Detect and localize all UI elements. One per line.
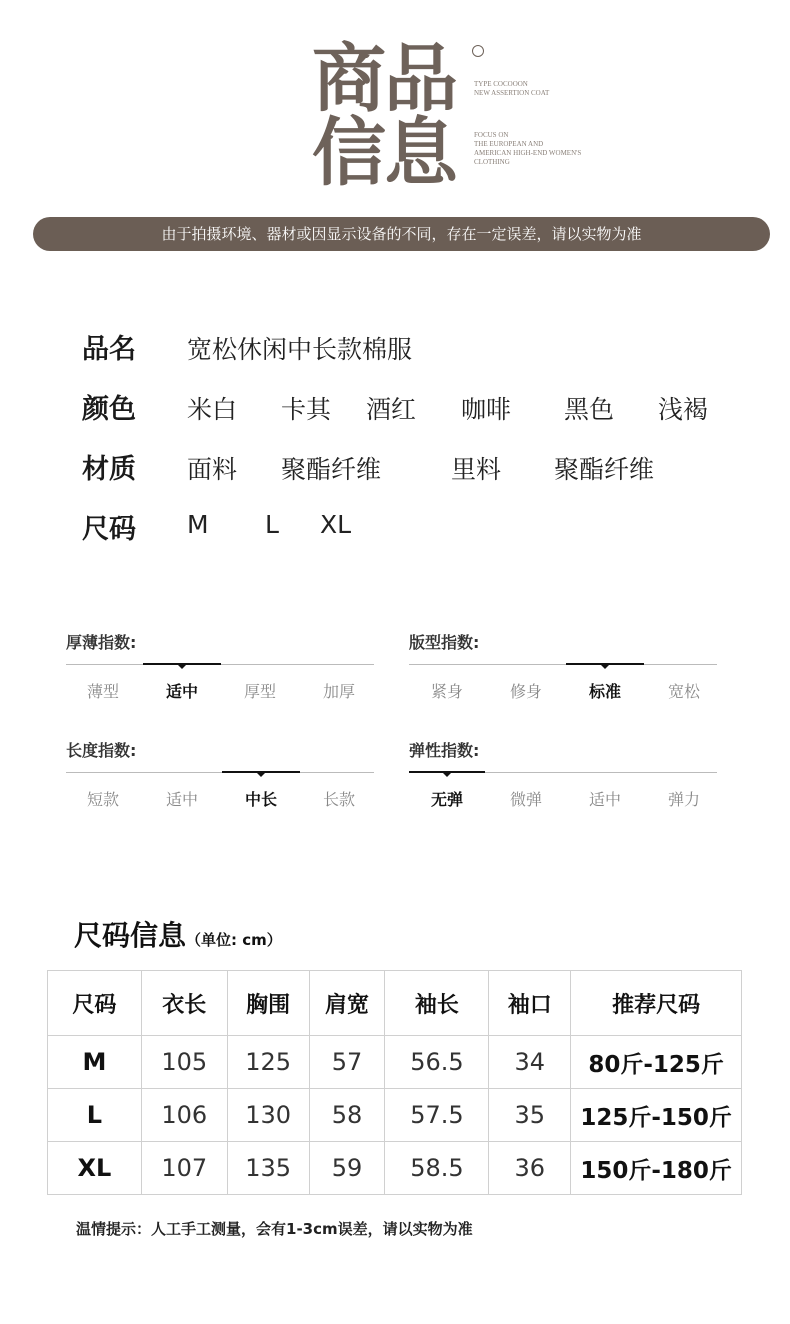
fit-option: 宽松 <box>667 682 700 701</box>
material-label: 材质 <box>82 454 136 485</box>
color-option: 黑色 <box>564 395 615 424</box>
table-cell-size: M <box>48 1036 142 1089</box>
fit-index-title: 版型指数: <box>409 633 480 652</box>
thickness-option: 薄型 <box>86 682 119 701</box>
material-item: 聚酯纤维 <box>281 455 382 484</box>
size-table <box>47 970 742 1195</box>
size-option: L <box>265 510 279 539</box>
table-row <box>48 1036 742 1089</box>
color-option: 卡其 <box>281 395 332 424</box>
table-cell: 106 <box>141 1089 227 1142</box>
length-pointer-icon <box>257 773 265 777</box>
tag-focus-4: CLOTHING <box>474 158 510 166</box>
column-header: 肩宽 <box>309 971 385 1036</box>
color-option: 酒红 <box>366 395 417 424</box>
title-line1: 商品 <box>312 36 456 122</box>
material-item: 面料 <box>187 455 238 484</box>
table-cell-recommend: 150斤-180斤 <box>571 1142 742 1195</box>
tag-focus-2: THE EUROPEAN AND <box>474 140 544 148</box>
material-item: 里料 <box>451 455 502 484</box>
table-cell-size: XL <box>48 1142 142 1195</box>
table-cell: 59 <box>309 1142 385 1195</box>
length-option-selected: 中长 <box>244 790 277 809</box>
table-row <box>48 1142 742 1195</box>
thickness-option: 加厚 <box>322 682 355 701</box>
table-cell: 130 <box>227 1089 309 1142</box>
length-option: 适中 <box>165 790 198 809</box>
fit-pointer-icon <box>601 665 609 669</box>
color-option: 咖啡 <box>461 395 512 424</box>
tag-focus-3: AMERICAN HIGH-END WOMEN'S <box>474 149 582 157</box>
title-line2: 信息 <box>312 110 456 196</box>
table-row <box>48 1089 742 1142</box>
table-cell: 135 <box>227 1142 309 1195</box>
size-table-heading: 尺码信息 <box>74 919 187 952</box>
fit-option: 修身 <box>509 682 542 701</box>
elasticity-index-title: 弹性指数: <box>409 741 480 760</box>
table-cell: 58.5 <box>385 1142 489 1195</box>
column-header: 袖口 <box>489 971 571 1036</box>
size-label: 尺码 <box>82 514 136 545</box>
table-cell: 125 <box>227 1036 309 1089</box>
column-header: 衣长 <box>141 971 227 1036</box>
elasticity-option-selected: 无弹 <box>430 790 463 809</box>
table-cell: 107 <box>141 1142 227 1195</box>
column-header: 尺码 <box>48 971 142 1036</box>
table-cell: 36 <box>489 1142 571 1195</box>
column-header: 袖长 <box>385 971 489 1036</box>
tag-sub: NEW ASSERTION COAT <box>474 89 550 97</box>
tag-focus-1: FOCUS ON <box>474 131 509 139</box>
degree-circle-icon <box>472 45 484 57</box>
elasticity-pointer-icon <box>443 773 451 777</box>
table-header-row <box>48 971 742 1036</box>
column-header: 推荐尺码 <box>571 971 742 1036</box>
measurement-tip: 温情提示：人工手工测量，会有1-3cm误差，请以实物为准 <box>76 1220 473 1238</box>
column-header: 胸围 <box>227 971 309 1036</box>
table-cell-size: L <box>48 1089 142 1142</box>
color-label: 颜色 <box>82 394 136 425</box>
size-option: XL <box>320 510 352 539</box>
disclaimer-banner: 由于拍摄环境、器材或因显示设备的不同，存在一定误差，请以实物为准 <box>33 217 770 251</box>
name-value: 宽松休闲中长款棉服 <box>187 335 413 364</box>
table-cell: 35 <box>489 1089 571 1142</box>
thickness-index-title: 厚薄指数: <box>66 633 137 652</box>
table-cell: 56.5 <box>385 1036 489 1089</box>
table-cell-recommend: 125斤-150斤 <box>571 1089 742 1142</box>
length-option: 长款 <box>322 790 355 809</box>
material-item: 聚酯纤维 <box>554 455 655 484</box>
thickness-pointer-icon <box>178 665 186 669</box>
length-index-title: 长度指数: <box>66 741 137 760</box>
table-cell-recommend: 80斤-125斤 <box>571 1036 742 1089</box>
name-label: 品名 <box>82 334 136 365</box>
table-cell: 58 <box>309 1089 385 1142</box>
size-option: M <box>187 510 209 539</box>
table-cell: 34 <box>489 1036 571 1089</box>
elasticity-option: 微弹 <box>509 790 542 809</box>
table-cell: 105 <box>141 1036 227 1089</box>
color-option: 米白 <box>187 395 238 424</box>
fit-option: 紧身 <box>430 682 463 701</box>
length-index-track <box>66 772 374 773</box>
length-option: 短款 <box>86 790 119 809</box>
fit-option-selected: 标准 <box>588 682 621 701</box>
thickness-option-selected: 适中 <box>165 682 198 701</box>
table-cell: 57 <box>309 1036 385 1089</box>
size-table-heading-group <box>74 914 282 954</box>
fit-index-track <box>409 664 717 665</box>
table-cell: 57.5 <box>385 1089 489 1142</box>
color-option: 浅褐 <box>658 395 709 424</box>
elasticity-option: 弹力 <box>667 790 700 809</box>
thickness-option: 厚型 <box>243 682 276 701</box>
size-table-unit: （单位: cm） <box>186 931 282 949</box>
tag-type: TYPE COCOOON <box>474 80 528 88</box>
elasticity-option: 适中 <box>588 790 621 809</box>
